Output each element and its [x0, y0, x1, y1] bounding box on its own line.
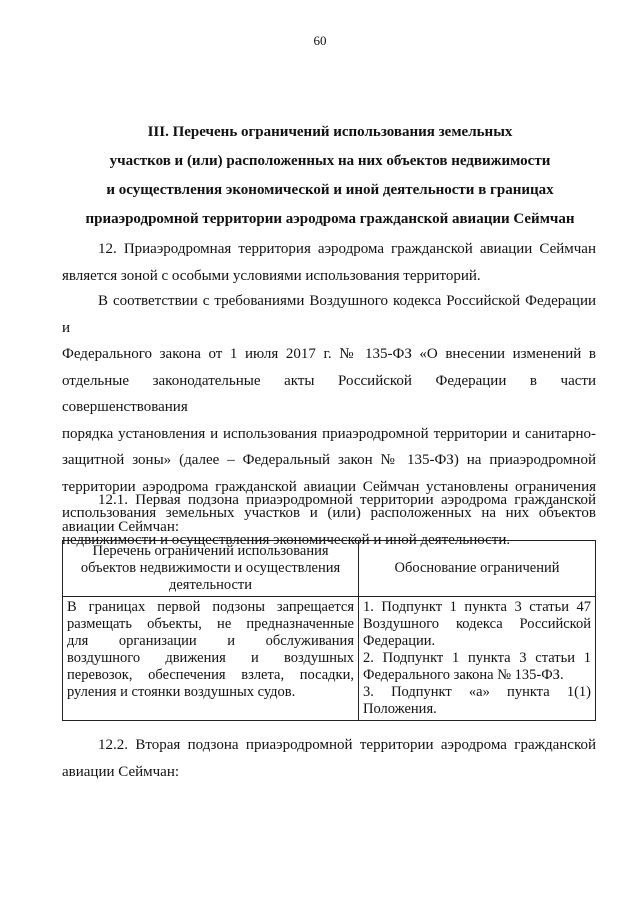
heading-line: и осуществления экономической и иной деятельности в границах	[106, 182, 554, 198]
cell-line: 2. Подпункт 1 пункта 3 статьи 1	[363, 650, 591, 666]
table-header-row	[63, 541, 596, 597]
justification-cell	[359, 597, 596, 721]
cell-line: 3. Подпункт «а» пункта 1(1)	[363, 684, 591, 700]
paragraph-line: 12.2. Вторая подзона приаэродромной территории аэродрома гражданской	[98, 737, 596, 753]
paragraph-line: недвижимости и осуществления экономической и иной деятельности.	[62, 531, 511, 548]
table-header-restrictions	[63, 541, 359, 597]
paragraph-line: отдельные законодательные акты Российской Федерации в части совершенствования	[62, 372, 596, 415]
paragraph-line: авиации Сеймчан:	[62, 518, 180, 535]
heading-line: приаэродромной территории аэродрома гражданской авиации Сеймчан	[85, 211, 575, 227]
paragraph-line: защитной зоны» (далее – Федеральный закон № 135-ФЗ) на приаэродромной	[62, 452, 596, 468]
paragraph-12-2	[62, 732, 596, 785]
table-row	[63, 597, 596, 721]
cell-line: воздушного движения и воздушных	[67, 650, 354, 666]
cell-line: Положения.	[363, 701, 437, 717]
header-line: объектов недвижимости и осуществления	[80, 560, 341, 576]
paragraph-12	[62, 236, 596, 289]
restrictions-table	[62, 540, 596, 721]
paragraph-line: использования земельных участков и (или) расположенных на них объектов	[62, 505, 596, 521]
restriction-cell	[63, 597, 359, 721]
cell-line: Федерального закона № 135-ФЗ.	[363, 667, 564, 683]
table-header-justification: Обоснование ограничений	[359, 541, 596, 597]
paragraph-line: авиации Сеймчан:	[62, 763, 180, 780]
section-heading	[60, 118, 600, 234]
cell-line: 1. Подпункт 1 пункта 3 статьи 47	[363, 599, 591, 615]
header-line: деятельности	[168, 577, 252, 593]
paragraph-12-1	[62, 487, 596, 540]
cell-line: перевозок, обеспечения взлета, посадки,	[67, 667, 354, 683]
cell-line: Воздушного кодекса Российской	[363, 616, 591, 632]
cell-line: размещать объекты, не предназначенные	[67, 616, 354, 632]
cell-line: Федерации.	[363, 633, 436, 649]
paragraph-line: порядка установления и использования приаэродромной территории и санитарно-	[62, 425, 596, 442]
cell-line: руления и стоянки воздушных судов.	[67, 684, 296, 700]
cell-line: для организации и обслуживания	[67, 633, 354, 649]
heading-line: участков и (или) расположенных на них объектов недвижимости	[109, 153, 551, 169]
paragraph-line: Федерального закона от 1 июля 2017 г. № 135-ФЗ «О внесении изменений в	[62, 346, 596, 362]
page-number: 60	[313, 33, 327, 48]
cell-line: В границах первой подзоны запрещается	[67, 599, 354, 615]
paragraph-line: В соответствии с требованиями Воздушного кодекса Российской Федерации и	[62, 293, 596, 336]
paragraph-line: 12. Приаэродромная территория аэродрома гражданской авиации Сеймчан	[98, 241, 596, 257]
heading-line: III. Перечень ограничений использования земельных	[147, 124, 513, 140]
paragraph-line: 12.1. Первая подзона приаэродромной территории аэродрома гражданской	[98, 492, 596, 508]
paragraph-line: является зоной с особыми условиями использования территорий.	[62, 267, 481, 284]
header-line: Перечень ограничений использования	[92, 543, 329, 559]
paragraph-line: территории аэродрома гражданской авиации Сеймчан установлены ограничения	[62, 478, 596, 495]
